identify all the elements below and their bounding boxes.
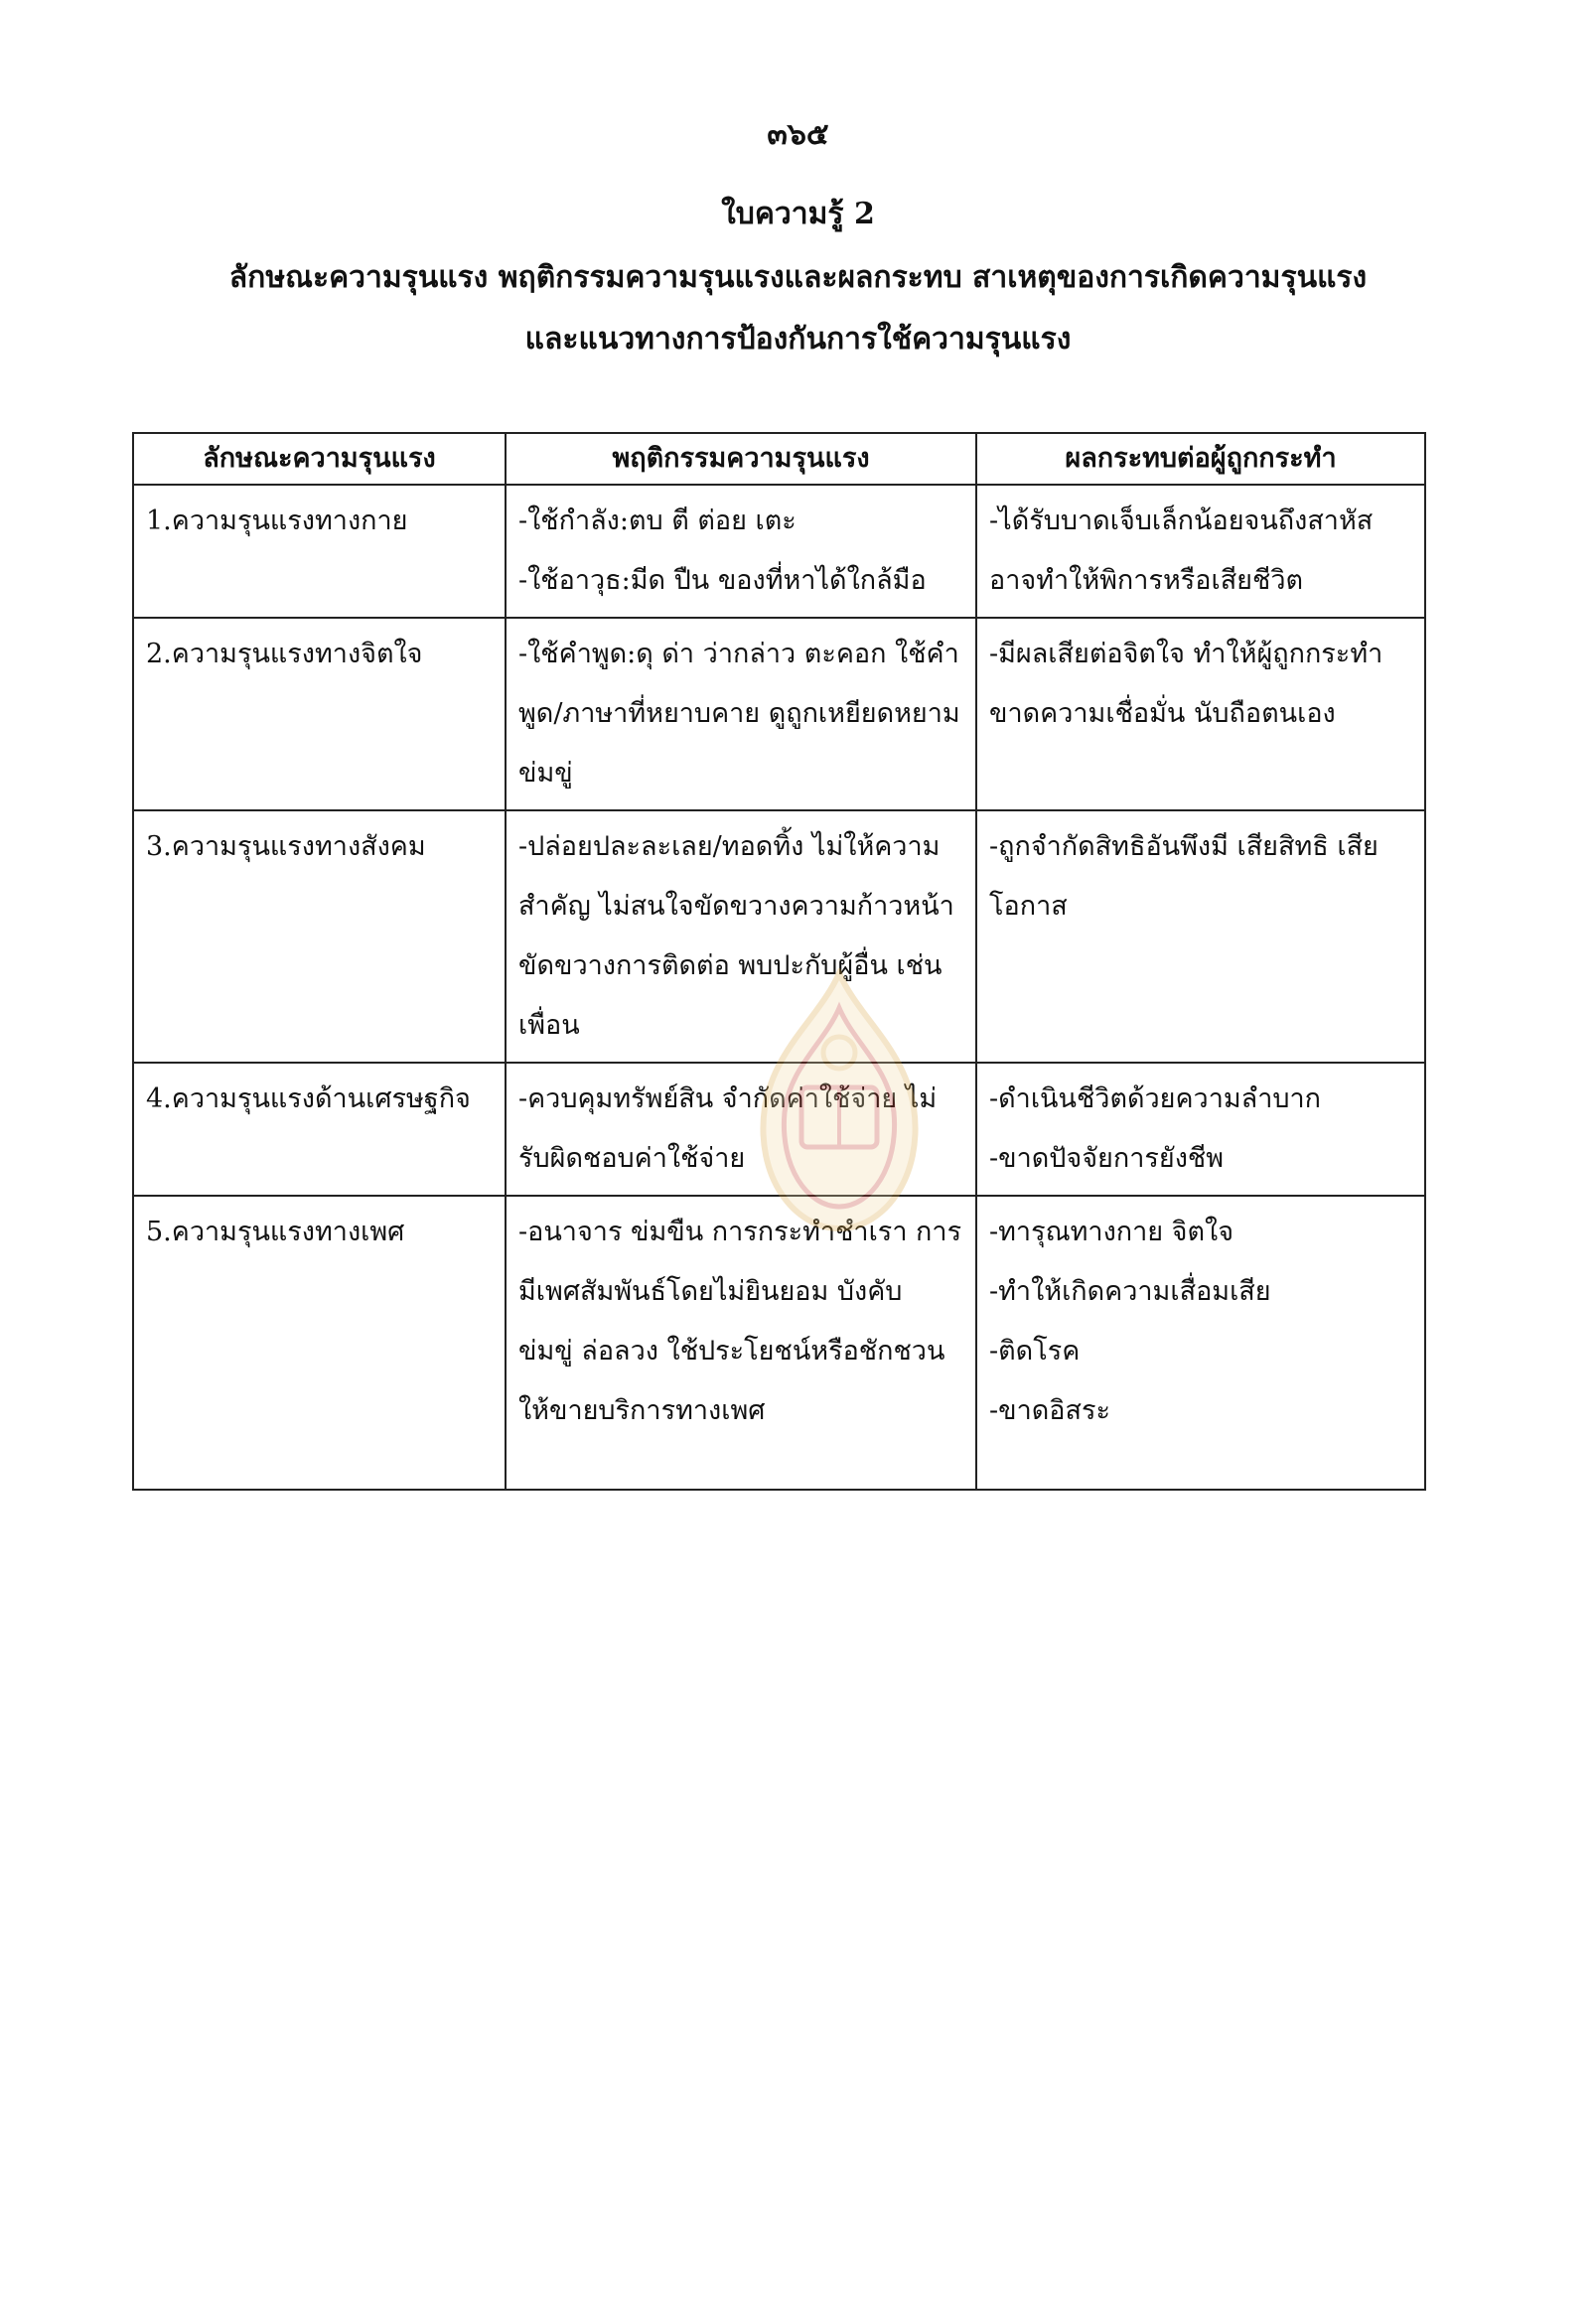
- table-row: [133, 1196, 1425, 1490]
- type-text: 4.ความรุนแรงด้านเศรษฐกิจ: [146, 1083, 471, 1114]
- cell-type: [133, 618, 506, 810]
- cell-behavior: [506, 618, 976, 810]
- cell-type: [133, 1063, 506, 1196]
- cell-type: [133, 485, 506, 618]
- impact-text: -ขาดอิสระ: [989, 1395, 1110, 1426]
- table-row: [133, 1063, 1425, 1196]
- header-violence-type: ลักษณะความรุนแรง: [133, 433, 506, 485]
- cell-behavior: [506, 1196, 976, 1490]
- table-header-row: [133, 433, 1425, 485]
- table-row: [133, 618, 1425, 810]
- cell-impact: [976, 1063, 1425, 1196]
- impact-text: -ดำเนินชีวิตด้วยความลำบาก: [989, 1083, 1322, 1114]
- cell-behavior: [506, 1063, 976, 1196]
- behavior-text: -อนาจาร ข่มขืน การกระทำชำเรา การมีเพศสัมพันธ์โดยไม่ยินยอม บังคับ ข่มขู่ ล่อลวง ใช้ประโยชน์หรือชักชวนให้ขายบริการทางเพศ: [518, 1217, 962, 1426]
- cell-behavior: [506, 485, 976, 618]
- impact-text: -ทำให้เกิดความเสื่อมเสีย: [989, 1276, 1271, 1307]
- type-text: 1.ความรุนแรงทางกาย: [146, 505, 408, 536]
- cell-impact: [976, 810, 1425, 1063]
- impact-text: -มีผลเสียต่อจิตใจ ทำให้ผู้ถูกกระทำขาดความเชื่อมั่น นับถือตนเอง: [989, 639, 1383, 729]
- impact-text: -ได้รับบาดเจ็บเล็กน้อยจนถึงสาหัส อาจทำให้พิการหรือเสียชีวิต: [989, 505, 1374, 596]
- table-row: [133, 485, 1425, 618]
- table-row: [133, 810, 1425, 1063]
- cell-impact: [976, 618, 1425, 810]
- cell-behavior: [506, 810, 976, 1063]
- behavior-text: -ใช้อาวุธ:มีด ปืน ของที่หาได้ใกล้มือ: [518, 565, 927, 596]
- behavior-text: -ควบคุมทรัพย์สิน จำกัดค่าใช้จ่าย ไม่รับผิดชอบค่าใช้จ่าย: [518, 1083, 938, 1174]
- header-violence-behavior: พฤติกรรมความรุนแรง: [506, 433, 976, 485]
- header-violence-impact: ผลกระทบต่อผู้ถูกกระทำ: [976, 433, 1425, 485]
- type-text: 3.ความรุนแรงทางสังคม: [146, 831, 426, 862]
- document-subtitle-line2: และแนวทางการป้องกันการใช้ความรุนแรง: [524, 322, 1072, 357]
- cell-type: [133, 1196, 506, 1490]
- impact-text: -ขาดปัจจัยการยังชีพ: [989, 1143, 1225, 1174]
- cell-impact: [976, 485, 1425, 618]
- page-number: ๓๖๕: [767, 117, 829, 152]
- behavior-text: -ใช้คำพูด:ดุ ด่า ว่ากล่าว ตะคอก ใช้คำพูด/ภาษาที่หยาบคาย ดูถูกเหยียดหยาม ข่มขู่: [518, 639, 960, 789]
- type-text: 5.ความรุนแรงทางเพศ: [146, 1217, 405, 1247]
- impact-text: -ถูกจำกัดสิทธิอันพึงมี เสียสิทธิ เสียโอกาส: [989, 831, 1378, 922]
- document-subtitle-line1: ลักษณะความรุนแรง พฤติกรรมความรุนแรงและผลกระทบ สาเหตุของการเกิดความรุนแรง: [228, 260, 1368, 295]
- violence-table: [132, 432, 1426, 1491]
- impact-text: -ติดโรค: [989, 1336, 1081, 1367]
- cell-impact: [976, 1196, 1425, 1490]
- type-text: 2.ความรุนแรงทางจิตใจ: [146, 639, 423, 669]
- behavior-text: -ปล่อยปละละเลย/ทอดทิ้ง ไม่ให้ความสำคัญ ไม่สนใจขัดขวางความก้าวหน้า ขัดขวางการติดต่อ พบปะกับผู้อื่น เช่น เพื่อน: [518, 831, 954, 1041]
- behavior-text: -ใช้กำลัง:ตบ ตี ต่อย เตะ: [518, 505, 797, 536]
- cell-type: [133, 810, 506, 1063]
- impact-text: -ทารุณทางกาย จิตใจ: [989, 1217, 1234, 1247]
- document-title: ใบความรู้ 2: [721, 197, 875, 231]
